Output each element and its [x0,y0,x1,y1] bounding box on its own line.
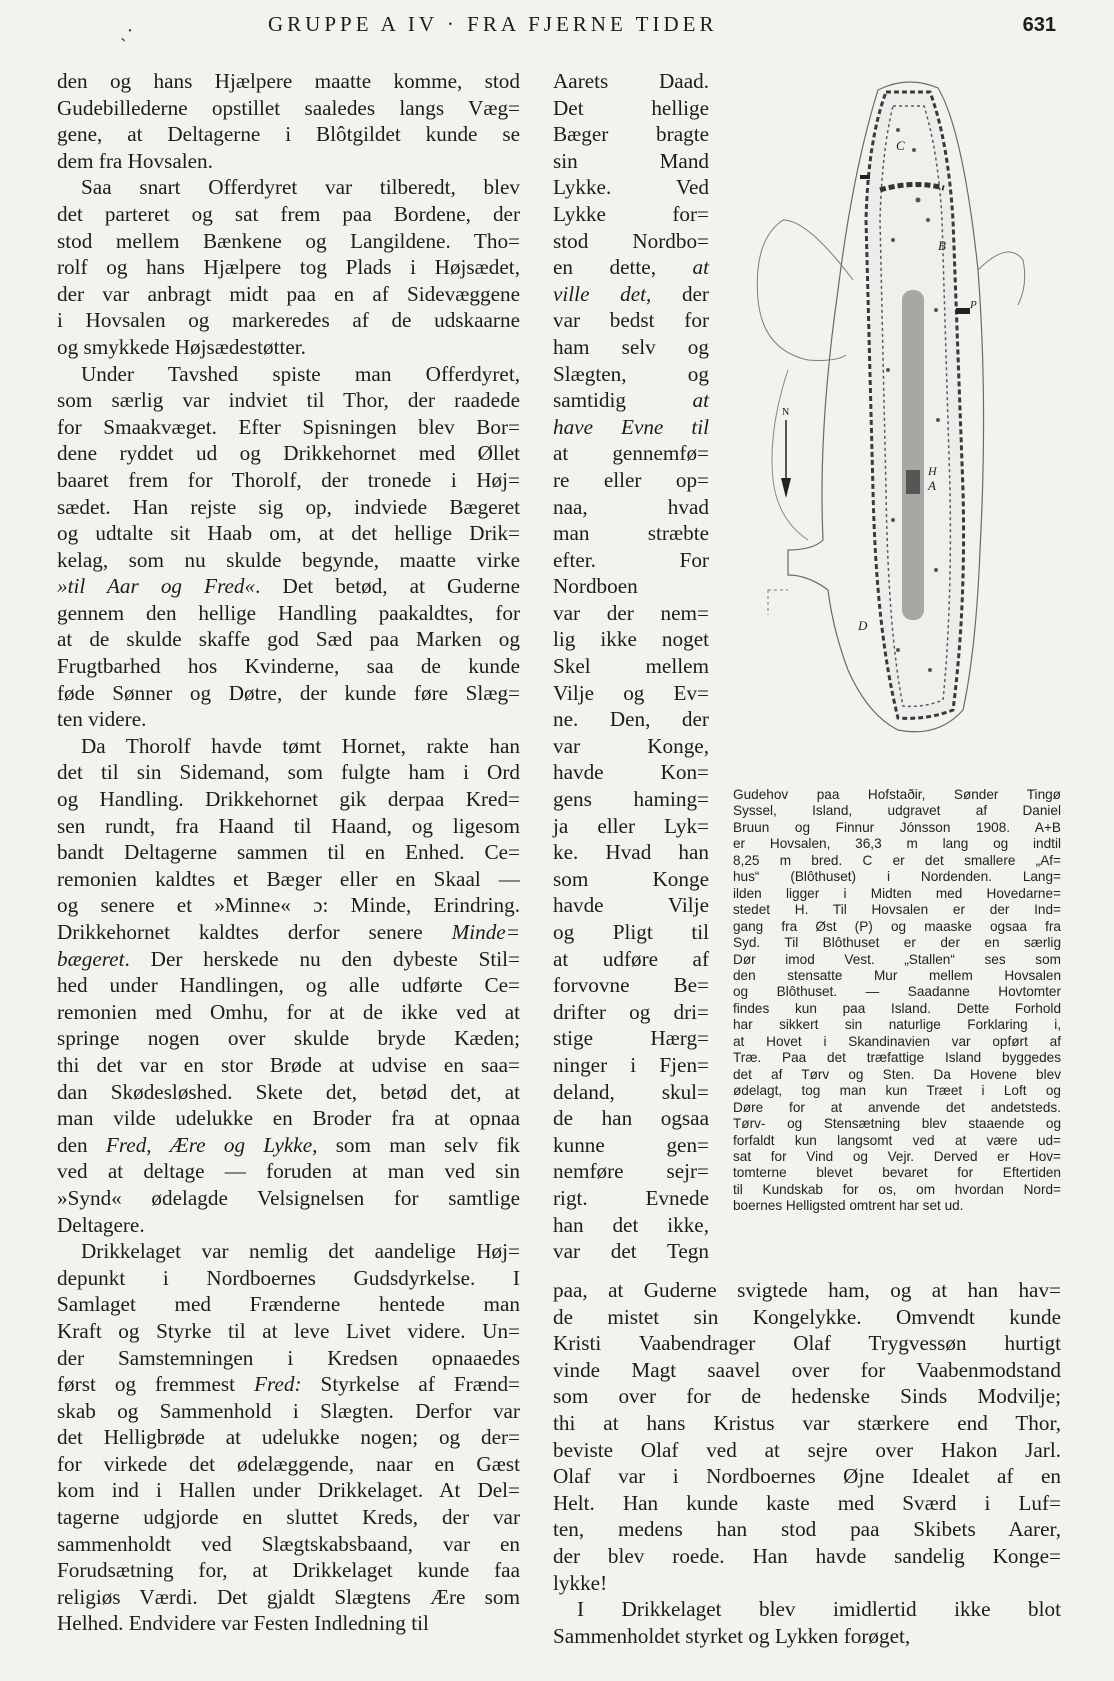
text-line: baaret frem for Thorolf, der tronede i Høj= [57,467,520,492]
text-line: den Fred, Ære og Lykke, som man selv fik [57,1132,521,1157]
text-line: have Evne til [553,414,709,439]
text-line: som særlig var indviet til Thor, der raadede [57,388,520,413]
caption-line: og Blôthuset. — Saadanne Hovtomter [733,984,1061,1000]
text-line: der Samstemningen i Kredsen opnaaedes [57,1345,520,1370]
text-line: rigt. Evnede [553,1185,709,1210]
left-text-column [57,68,520,1637]
text-line: Gudebillederne opstillet saaledes langs Væg= [57,95,520,120]
text-line: havde Vilje [553,893,709,918]
text-line: Nordboen [553,574,638,599]
text-line: der blev roede. Han havde sandelig Konge= [553,1543,1061,1568]
caption-line: hus“ (Blôthuset) i Nordenden. Lang= [733,869,1061,885]
text-line: Kristi Vaabendrager Olaf Trygvessøn hurtigt [553,1331,1061,1356]
text-line: og smykkede Højsædestøtter. [57,334,306,359]
text-line: Drikkelaget var nemlig det aandelige Høj= [81,1239,520,1264]
text-line: bandt Deltagerne sammen til en Enhed. Ce= [57,840,520,865]
text-line: nemføre sejr= [553,1159,709,1184]
text-line: gene, at Deltagerne i Blôtgildet kunde se [57,122,520,147]
hearth-h [906,470,920,494]
caption-line: Træ. Paa det træfattige Island byggedes [733,1050,1061,1066]
running-title: GRUPPE A IV · FRA FJERNE TIDER [268,12,718,36]
text-line: og udtalte sit Haab om, at det hellige Drik= [57,521,520,546]
annex-outline [768,590,788,615]
text-line: Samlaget med Frænderne hentede man [57,1292,520,1317]
caption-line: Tørv- og Stensætning blev staaende og [733,1116,1061,1132]
text-line: Det hellige [553,95,709,120]
text-line: sen rundt, fra Haand til Haand, og ligesom [57,813,520,838]
text-line: det parteret og sat frem paa Bordene, der [57,201,520,226]
text-line: det til sin Sidemand, som fulgte ham i Ord [57,760,520,785]
caption-line: findes kun paa Island. Dette Forhold [733,1000,1061,1016]
text-line: Deltagere. [57,1212,145,1237]
text-line: for virkede det ødelæggende, naar en Gæst [57,1451,520,1476]
text-line: Olaf var i Nordboernes Øjne Idealet af en [553,1464,1061,1489]
text-line: og Handling. Drikkehornet gik derpaa Kred= [57,787,520,812]
text-line: naa, hvad [553,494,709,519]
outer-wall-line [757,220,853,360]
caption-line: til Kundskab for os, om hvordan Nord= [733,1181,1061,1197]
text-line: remonien kaldtes et Bæger eller en Skaal — [57,866,520,891]
text-line: depunkt i Nordboernes Gudsdyrkelse. I [57,1265,520,1290]
bottom-right-text-column [553,1277,1061,1649]
caption-line: 8,25 m bred. C er det smallere „Af= [733,852,1061,868]
text-line: tagerne udgjorde en sluttet Kreds, der var [57,1505,520,1530]
west-door [860,175,870,179]
text-line: religiøs Værdi. Det gjaldt Slægtens Ære som [57,1584,520,1609]
north-arrowhead [781,478,791,498]
text-line: deland, skul= [553,1079,709,1104]
text-line: som Konge [553,866,709,891]
text-line: ne. Den, der [553,707,709,732]
text-line: at gennemfø= [553,441,709,466]
east-path-line [978,252,1025,305]
text-line: i Hovsalen og markeredes af de udskaarne [57,308,520,333]
text-line: ville det, der [553,281,709,306]
page-number: 631 [1022,14,1056,36]
text-line: lig ikke noget [553,627,709,652]
caption-line: Gudehov paa Hofstaðir, Sønder Tingø [733,787,1061,802]
text-line: for Smaakvæget. Efter Spisningen blev Bor= [57,414,520,439]
text-line: stod Nordbo= [553,228,709,253]
caption-line: boernes Helligsted omtrent har set ud. [733,1198,964,1214]
caption-line: tomterne blevet bevaret for Eftertiden [733,1165,1061,1181]
caption-line: Bruun og Finnur Jónsson 1908. A+B [733,819,1061,835]
label-h: H [928,464,937,478]
text-line: bægeret. Der herskede nu den dybeste Stil= [57,946,520,971]
text-line: var bedst for [553,308,709,333]
text-line: remonien med Omhu, for at de ikke ved at [57,999,520,1024]
text-line: stod mellem Bænkene og Langildene. Tho= [57,228,520,253]
text-line: dem fra Hovsalen. [57,148,213,173]
long-fire [902,290,924,620]
text-line: ten, medens han stod paa Skibets Aarer, [553,1517,1061,1542]
text-line: der var anbragt midt paa en af Sidevæggene [57,281,520,306]
text-line: ten videre. [57,707,147,732]
caption-line: at Hovet i Skandinavien var opført af [733,1033,1061,1049]
text-line: Kraft og Styrke til at leve Livet videre. Un= [57,1318,520,1343]
text-line: Under Tavshed spiste man Offerdyret, [81,361,520,386]
text-line: Drikkehornet kaldtes derfor senere Minde= [57,920,520,944]
middle-text-column [553,68,709,1265]
label-a: A [928,478,936,493]
page-header [0,12,1114,46]
label-d: D [858,618,868,633]
text-line: gens haming= [553,787,709,812]
text-line: Forudsætning for, at Drikkelaget kunde faa [57,1558,520,1583]
label-p: P [970,299,977,311]
text-line: Helhed. Endvidere var Festen Indledning til [57,1611,429,1636]
text-line: som over for de hedenske Sinds Modvilje; [553,1384,1061,1409]
text-line: føde Sønner og Døtre, der kunde føre Slæg= [57,680,520,705]
caption-line: ødelagt, tog man kun Træet i Loft og [733,1083,1061,1099]
caption-line: Døre for at anvende det andetsteds. [733,1099,1061,1115]
text-line: samtidig at [553,388,709,413]
text-line: Da Thorolf havde tømt Hornet, rakte han [81,733,520,758]
hofstadir-ground-plan [748,70,1078,780]
text-line: springe nogen over skulde bryde Kæden; [57,1026,520,1051]
text-line: dene ryddet ud og Drikkehornet med Øllet [57,441,520,466]
text-line: kelag, som nu skulde begynde, maatte virke [57,547,520,572]
text-line: lykke! [553,1570,608,1595]
text-line: at udføre af [553,946,709,971]
text-line: thi at hans Kristus var stærkere end Thor, [553,1410,1061,1435]
text-line: drifter og dri= [553,999,709,1024]
label-c: C [896,138,905,153]
text-line: Saa snart Offerdyret var tilberedt, blev [81,175,520,200]
text-line: I Drikkelaget blev imidlertid ikke blot [577,1597,1061,1622]
text-line: thi det var en stor Brøde at udvise en saa= [57,1052,520,1077]
text-line: stige Hærg= [553,1026,709,1051]
text-line: vinde Magt saavel over for Vaabenmodstand [553,1357,1061,1382]
text-line: og senere et »Minne« ɔ: Minde, Erindring. [57,893,520,918]
west-path-line [772,370,808,540]
text-line: havde Kon= [553,760,709,785]
label-north: N [782,407,790,418]
text-line: man vilde udelukke en Broder fra at opnaa [57,1106,520,1131]
text-line: Lykke. Ved [553,175,709,200]
caption-line: gang fra Øst (P) og maaske ogsaa fra [733,918,1061,934]
text-line: Vilje og Ev= [553,680,709,705]
caption-line: ilden ligger i Midten med Hovedarne= [733,885,1061,901]
text-line: hed under Handlingen, og alle udførte Ce= [57,973,520,998]
text-line: re eller op= [553,467,709,492]
text-line: efter. For [553,547,709,572]
east-door-p [956,308,970,314]
text-line: de han ogsaa [553,1106,709,1131]
text-line: kunne gen= [553,1132,709,1157]
caption-line: Syd. Til Blôthuset er der en særlig [733,935,1061,951]
caption-line: forfaldt kun langsomt ved at være ud= [733,1132,1061,1148]
text-line: gennem den hellige Handling paakaldtes, for [57,600,520,625]
text-line: paa, at Guderne svigtede ham, og at han hav= [553,1278,1061,1302]
text-line: ved at deltage — foruden at man ved sin [57,1159,520,1184]
ink-speck: ˏ· [120,20,134,42]
text-line: først og fremmest Fred: Styrkelse af Frænd= [57,1372,520,1397]
text-line: Aarets Daad. [553,69,709,93]
text-line: Sammenholdet styrket og Lykken forøget, [553,1623,911,1648]
text-line: skab og Sammenhold i Slægten. Derfor var [57,1398,520,1423]
caption-line: sat for Vind og Vejr. Derved er Hov= [733,1148,1061,1164]
text-line: man stræbte [553,521,709,546]
text-line: den og hans Hjælpere maatte komme, stod [57,69,520,93]
label-b: B [938,238,946,253]
text-line: dan Skødesløshed. Skete det, betød det, at [57,1079,520,1104]
text-line: var Konge, [553,733,709,758]
text-line: sammenholdt ved Slægtskabsbaand, var en [57,1531,520,1556]
caption-line: stedet H. Til Hovsalen er der Ind= [733,902,1061,918]
text-line: var det Tegn [553,1239,709,1264]
text-line: sin Mand [553,148,709,173]
text-line: ke. Hvad han [553,840,709,865]
text-line: Lykke for= [553,201,709,226]
text-line: »Synd« ødelagde Velsignelsen for samtlige [57,1185,520,1210]
text-line: rolf og hans Hjælpere tog Plads i Højsædet, [57,255,520,280]
text-line: var der nem= [553,600,709,625]
text-line: han det ikke, [553,1212,709,1237]
text-line: Bæger bragte [553,122,709,147]
text-line: at de skulde skaffe god Sæd paa Marken og [57,627,520,652]
caption-line: Dør imod Vest. „Stallen“ ses som [733,951,1061,967]
site-plan-figure [748,70,1078,780]
text-line: en dette, at [553,255,709,280]
caption-line: Syssel, Island, udgravet af Daniel [733,803,1061,819]
caption-line: den stensatte Mur mellem Hovsalen [733,967,1061,983]
figure-caption [733,787,1061,1215]
text-line: ninger i Fjen= [553,1052,709,1077]
text-line: Frugtbarhed hos Kvinderne, saa de kunde [57,654,520,679]
text-line: Slægten, og [553,361,709,386]
text-line: det Helligbrøde at udelukke nogen; og der= [57,1425,520,1450]
caption-line: det af Tørv og Sten. Da Hovene blev [733,1066,1061,1082]
text-line: sædet. Han rejste sig op, indviede Bægeret [57,494,520,519]
text-line: beviste Olaf ved at sejre over Hakon Jarl. [553,1437,1061,1462]
text-line: forvovne Be= [553,973,709,998]
caption-line: er Hovsalen, 36,3 m lang og indtil [733,836,1061,852]
caption-line: har sikkert sin naturlige Forklaring i, [733,1017,1061,1033]
text-line: Helt. Han kunde kaste med Sværd i Luf= [553,1490,1061,1515]
text-line: »til Aar og Fred«. Det betød, at Guderne [57,574,520,599]
text-line: ja eller Lyk= [553,813,709,838]
text-line: Skel mellem [553,654,709,679]
text-line: de mistet sin Kongelykke. Omvendt kunde [553,1304,1061,1329]
text-line: ham selv og [553,334,709,359]
text-line: og Pligt til [553,920,709,944]
text-line: kom ind i Hallen under Drikkelaget. At Del= [57,1478,520,1503]
